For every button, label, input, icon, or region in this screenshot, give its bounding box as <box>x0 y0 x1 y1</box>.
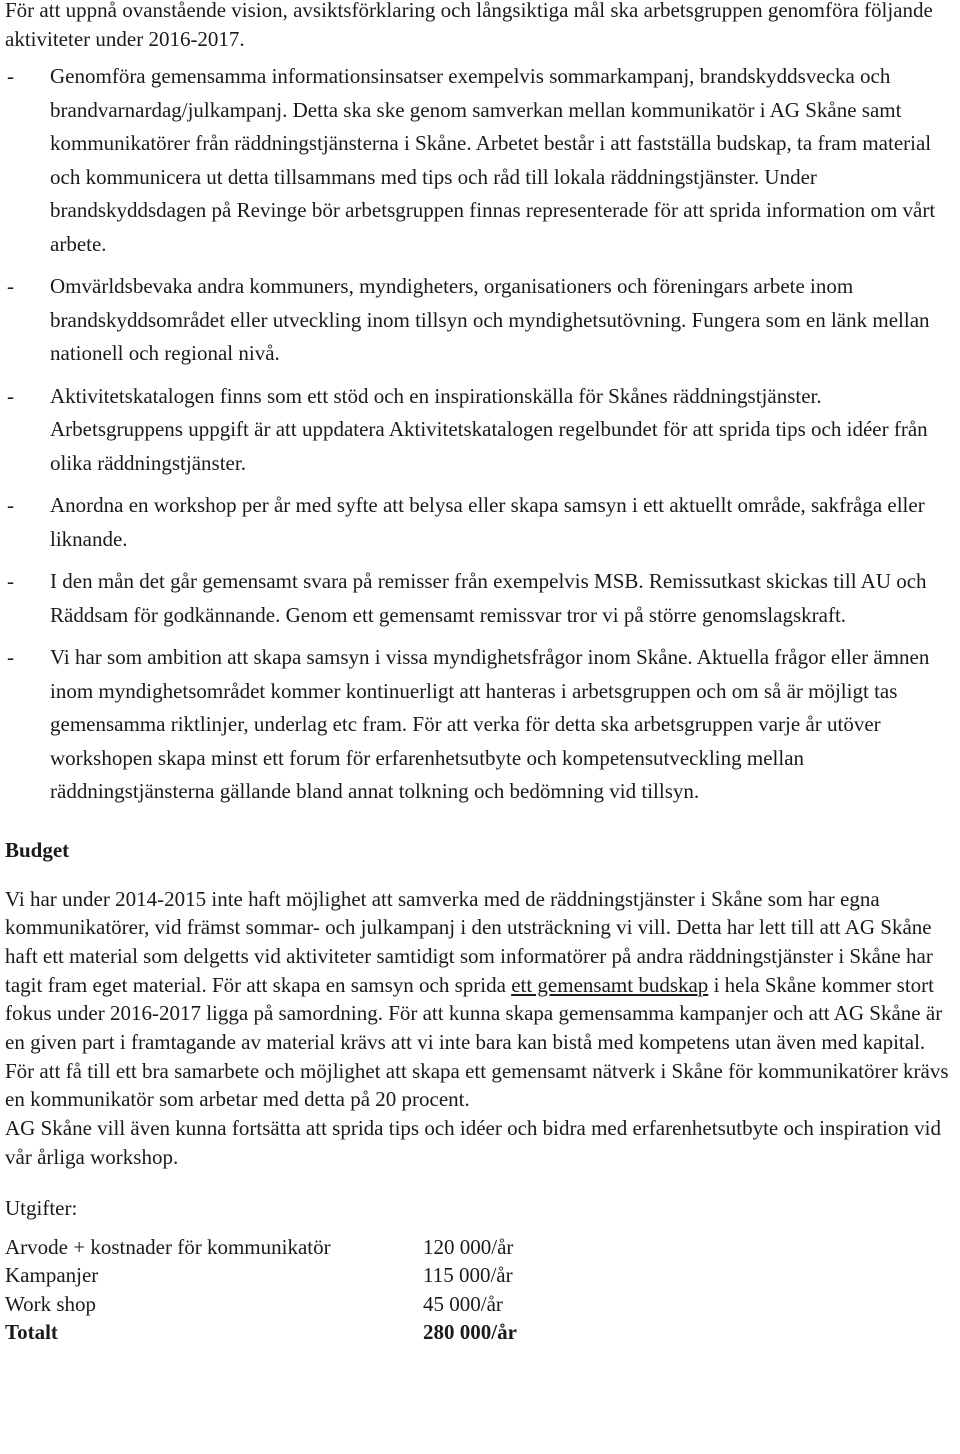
expenses-label: Utgifter: <box>5 1195 78 1220</box>
budget-heading: Budget <box>5 837 70 862</box>
expense-item: Arvode + kostnader för kommunikatör <box>5 1234 331 1259</box>
bullet-dash: - <box>7 493 14 517</box>
list-item <box>5 270 955 371</box>
bullet-dash: - <box>7 645 14 669</box>
list-item <box>5 565 955 632</box>
expense-amount: 115 000/år <box>423 1263 513 1288</box>
list-item-text: Omvärldsbevaka andra kommuners, myndigheters, organisationers och föreningars arbete inom brandskyddsområdet eller utveckling inom tillsyn och myndighetsutövning. Fungera som en länk mellan nationell och regional nivå. <box>50 274 930 365</box>
intro-paragraph: För att uppnå ovanstående vision, avsiktsförklaring och långsiktiga mål ska arbetsgruppen genomföra följande aktiviteter under 2016-2017. <box>5 0 933 51</box>
document-page <box>5 0 955 1347</box>
expenses-table <box>5 1233 517 1347</box>
bullet-dash: - <box>7 274 14 298</box>
bullet-dash: - <box>7 569 14 593</box>
list-item <box>5 489 955 556</box>
table-row <box>5 1261 517 1290</box>
activity-list <box>5 60 955 809</box>
total-amount: 280 000/år <box>423 1320 517 1345</box>
underlined-phrase: ett gemensamt budskap <box>511 972 709 997</box>
list-item-text: I den mån det går gemensamt svara på remisser från exempelvis MSB. Remissutkast skickas till AU och Räddsam för godkännande. Genom ett gemensamt remissvar tror vi på större genomslagskraft. <box>50 569 927 627</box>
list-item-text: Anordna en workshop per år med syfte att belysa eller skapa samsyn i ett aktuellt område, sakfråga eller liknande. <box>50 493 925 551</box>
expense-item: Work shop <box>5 1291 97 1316</box>
bullet-dash: - <box>7 64 14 88</box>
list-item <box>5 380 955 481</box>
expense-amount: 45 000/år <box>423 1291 503 1316</box>
list-item <box>5 641 955 809</box>
budget-paragraph-text-start: Vi har under 2014-2015 inte haft möjlighet att samverka med de räddningstjänster i Skåne som har egna kommunikatörer, vid främst sommar- och julkampanj i den utsträckning vi vill. Detta har lett till att AG Skåne haft ett material som delgetts vid aktiviteter samtidigt som informatörer på andra räddningstjänster i Skåne har tagit fram eget material. För att skapa en samsyn och sprida <box>5 886 933 997</box>
bullet-dash: - <box>7 383 14 408</box>
expense-amount: 120 000/år <box>423 1234 514 1259</box>
list-item <box>5 60 955 261</box>
budget-paragraph-text-end: i hela Skåne kommer stort fokus under 2016-2017 ligga på samordning. För att kunna skapa gemensamma kampanjer och att AG Skåne är en given part i framtagande av material krävs att vi inte bara kan bistå med kompetens utan även med kapital. För att få till ett bra samarbete och möjlighet att skapa ett gemensamt nätverk i Skåne för kommunikatörer krävs en kommunikatör som arbetar med detta på 20 procent. <box>5 972 949 1112</box>
expense-item: Kampanjer <box>5 1263 99 1288</box>
total-label: Totalt <box>5 1320 58 1345</box>
budget-paragraph <box>5 885 955 1172</box>
budget-paragraph-2: AG Skåne vill även kunna fortsätta att sprida tips och idéer och bidra med erfarenhetsutbyte och inspiration vid vår årliga workshop. <box>5 1116 941 1169</box>
total-row <box>5 1318 517 1347</box>
table-row <box>5 1233 517 1262</box>
list-item-text: Vi har som ambition att skapa samsyn i vissa myndighetsfrågor inom Skåne. Aktuella frågor eller ämnen inom myndighetsområdet kommer kontinuerligt att hanteras i arbetsgruppen och om så är möjligt tas gemensamma riktlinjer, underlag etc fram. För att verka för detta ska arbetsgruppen varje år utöver workshopen skapa minst ett forum för erfarenhetsutbyte och kompetensutveckling mellan räddningstjänsterna gällande bland annat tolkning och bedömning vid tillsyn. <box>50 645 930 803</box>
list-item-text: Genomföra gemensamma informationsinsatser exempelvis sommarkampanj, brandskyddsvecka och brandvarnardag/julkampanj. Detta ska ske genom samverkan mellan kommunikatör i AG Skåne samt kommunikatörer från räddningstjänsterna i Skåne. Arbetet består i att fastställa budskap, ta fram material och kommunicera ut detta tillsammans med tips och råd till lokala räddningstjänster. Under brandskyddsdagen på Revinge bör arbetsgruppen finnas representerade för att sprida information om vårt arbete. <box>50 64 936 256</box>
list-item-text: Aktivitetskatalogen finns som ett stöd och en inspirationskälla för Skånes räddningstjänster. Arbetsgruppens uppgift är att uppdatera Aktivitetskatalogen regelbundet för att sprida tips och idéer från olika räddningstjänster. <box>50 383 928 475</box>
table-row <box>5 1290 517 1319</box>
